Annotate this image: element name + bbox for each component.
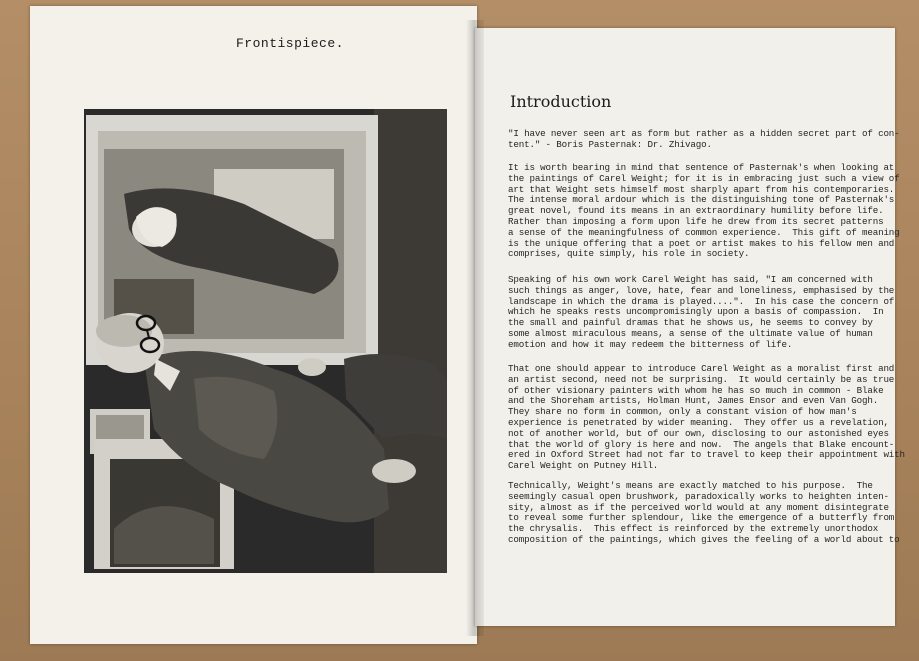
paragraph-3: That one should appear to introduce Carel Weight as a moralist first an artist second, need not be surprising. It would certainly be as of other visionary painters with whom he has so much in common - and the Shoreham artists, Holman Hunt, James Ensor and even Van They share no form in common, only a constant vision of how man's experience is penetrated by wider meaning. They offer us a revelation, not of another world, but of our own, disclosing to our astonished that the world of glory is here and now. The angels that Blake ered in Oxford Street had not far to travel to keep their appointment Carel Weight on Putney Hill. <box>508 363 889 472</box>
epigraph-quote: "I have never seen art as form but rather as a hidden secret part tent." - Boris Pasternak: Dr. Zhivago. <box>508 128 857 150</box>
paragraph-1: It is worth bearing in mind that sentence of Pasternak's when looking the paintings of Carel Weight; for it is in embracing just such a art that Weight sets himself most sharply apart from his contemporaries. The intense moral ardour which is the distinguishing tone of great novel, found its means in an extraordinary humility before Rather than imposing a form upon life he drew from its secret patterns a sense of the meaningfulness of common experience. This gift of is the unique offering that a poet or artist makes to his fellow comprises, quite simply, his role in society. <box>508 162 895 260</box>
frontispiece-title: Frontispiece. <box>236 36 344 51</box>
paragraph-2: Speaking of his own work Carel Weight has said, "I am concerned with such things as anger, love, hate, fear and loneliness, emphasised landscape in which the drama is played....". In his case the concern which he speaks rests uncompromisingly upon a basis of compassion. the small and painful dramas that he shows us, he seems to convey some almost miraculous means, a sense of the ultimate value of human emotion and how it may redeem the bitterness of life. <box>508 274 879 350</box>
paragraph-4: Technically, Weight's means are exactly matched to his purpose. seemingly casual open brushwork, paradoxically works to heighten sity, almost as if the perceived world would at any moment disintegrate to reveal some further splendour, like the emergence of a butterfly the chrysalis. This effect is reinforced by the extremely unorthodox composition of the paintings, which gives the feeling of a world <box>508 480 889 545</box>
frontispiece-photo <box>84 109 447 573</box>
artist-photo-illustration <box>84 109 447 573</box>
book-gutter <box>466 20 484 636</box>
introduction-heading: Introduction <box>510 92 612 111</box>
